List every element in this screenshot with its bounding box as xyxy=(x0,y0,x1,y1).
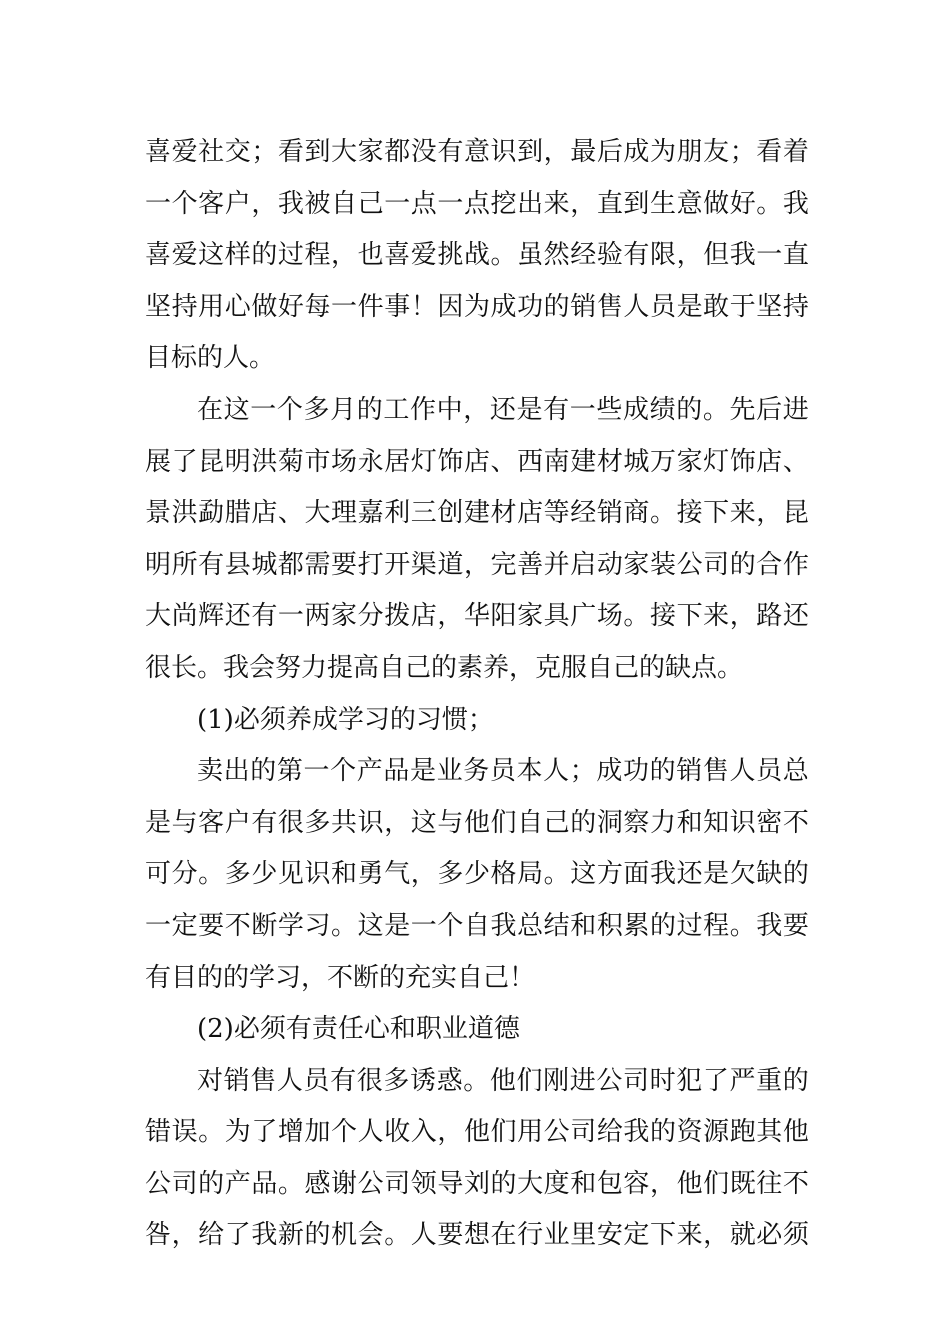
text-line: 喜 爱 社 交 ； 看 到 大 家 都 没 有 意 识 到 ， 最 后 成 为 朋 友 ； 看 着 xyxy=(145,137,809,167)
body-text xyxy=(145,127,809,1262)
text-line: 可 分 。 多 少 见 识 和 勇 气 ， 多 少 格 局 。 这 方 面 我 还 是 欠 缺 的 xyxy=(145,859,809,890)
text-line: 大 尚 辉 还 有 一 两 家 分 拨 店 ， 华 阳 家 具 广 场 。 接 下 来 ， 路 还 xyxy=(145,601,809,632)
text-line: 景 洪 勐 腊 店 、 大 理 嘉 利 三 创 建 材 店 等 经 销 商 。 接 下 来 ， 昆 xyxy=(145,498,809,529)
text-line: 是 与 客 户 有 很 多 共 识 ， 这 与 他 们 自 己 的 洞 察 力 和 知 识 密 不 xyxy=(145,807,809,838)
text-line: 一 定 要 不 断 学 习 。 这 是 一 个 自 我 总 结 和 积 累 的 过 程 。 我 要 xyxy=(145,910,809,941)
text-line: 错 误 。 为 了 增 加 个 人 收 入 ， 他 们 用 公 司 给 我 的 资 源 跑 其 他 xyxy=(145,1117,809,1148)
text-line: 卖 出 的 第 一 个 产 品 是 业 务 员 本 人 ； 成 功 的 销 售 人 员 总 xyxy=(197,756,809,787)
text-line: 坚 持 用 心 做 好 每 一 件 事 ！ 因 为 成 功 的 销 售 人 员 是 敢 于 坚 持 xyxy=(145,291,809,322)
text-line: 有目的的学习，不断的充实自己！ xyxy=(145,962,536,993)
text-line: 在 这 一 个 多 月 的 工 作 中 ， 还 是 有 一 些 成 绩 的 。 先 后 进 xyxy=(197,394,809,425)
text-line: 明 所 有 县 城 都 需 要 打 开 渠 道 ， 完 善 并 启 动 家 装 公 司 的 合 作 xyxy=(145,549,809,580)
text-line: 展 了 昆 明 洪 菊 市 场 永 居 灯 饰 店 、 西 南 建 材 城 万 家 灯 饰 店 、 xyxy=(145,446,809,477)
text-line: 对 销 售 人 员 有 很 多 诱 惑 。 他 们 刚 进 公 司 时 犯 了 严 重 的 xyxy=(197,1065,809,1096)
text-line: 目标的人。 xyxy=(145,343,276,374)
text-line: (1)必须养成学习的习惯； xyxy=(197,704,494,735)
text-line: 一 个 客 户 ， 我 被 自 己 一 点 一 点 挖 出 来 ， 直 到 生 意 做 好 。 我 xyxy=(145,188,809,219)
text-line: (2)必须有责任心和职业道德 xyxy=(197,1014,520,1045)
text-line: 咎 ， 给 了 我 新 的 机 会 。 人 要 想 在 行 业 里 安 定 下 来 ， 就 必 须 xyxy=(145,1220,809,1251)
text-line: 公 司 的 产 品 。 感 谢 公 司 领 导 刘 的 大 度 和 包 容 ， 他 们 既 往 不 xyxy=(145,1168,809,1199)
text-line: 很长。我会努力提高自己的素养，克服自己的缺点。 xyxy=(145,652,744,683)
text-line: 喜 爱 这 样 的 过 程 ， 也 喜 爱 挑 战 。 虽 然 经 验 有 限 ， 但 我 一 直 xyxy=(145,240,809,271)
